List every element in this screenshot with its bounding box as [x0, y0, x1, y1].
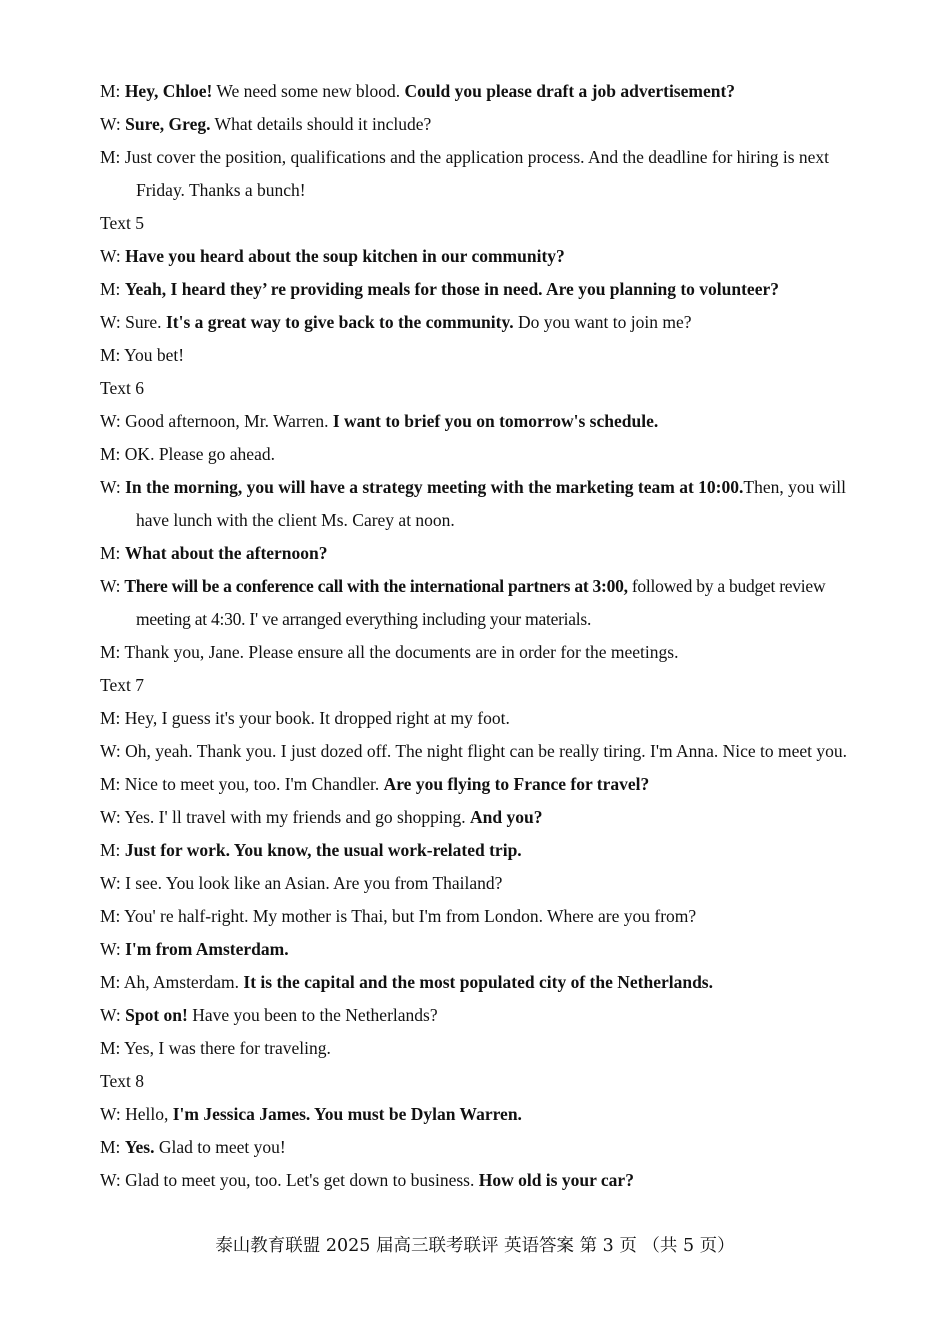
dialogue-line: M: Hey, I guess it's your book. It dropped right at my foot.: [100, 708, 510, 728]
dialogue-line: M: Hey, Chloe! We need some new blood. Could you please draft a job advertisement?: [100, 81, 736, 101]
dialogue-line: M: What about the afternoon?: [100, 543, 328, 563]
dialogue-line: M: Nice to meet you, too. I'm Chandler. Are you flying to France for travel?: [100, 774, 650, 794]
dialogue-line: M: You bet!: [100, 345, 185, 365]
dialogue-line: M: Yes. Glad to meet you!: [100, 1137, 286, 1157]
dialogue-line: M: Just for work. You know, the usual work-related trip.: [100, 840, 522, 860]
section-heading: Text 5: [100, 213, 144, 233]
dialogue-line: M: Yes, I was there for traveling.: [100, 1038, 331, 1058]
dialogue-line: M: You' re half-right. My mother is Thai, but I'm from London. Where are you from?: [100, 906, 697, 926]
dialogue-line: W: Sure. It's a great way to give back to the community. Do you want to join me?: [100, 312, 692, 332]
dialogue-line: W: Sure, Greg. What details should it include?: [100, 114, 432, 134]
dialogue-line: W: Oh, yeah. Thank you. I just dozed off. The night flight can be really tiring. I'm Anna. Nice to meet you.: [100, 741, 848, 761]
dialogue-line: W: Hello, I'm Jessica James. You must be Dylan Warren.: [100, 1104, 522, 1124]
dialogue-line: M: Ah, Amsterdam. It is the capital and the most populated city of the Netherlands.: [100, 972, 713, 992]
section-heading: Text 8: [100, 1071, 144, 1091]
dialogue-line: W: Good afternoon, Mr. Warren. I want to brief you on tomorrow's schedule.: [100, 411, 659, 431]
dialogue-line: W: Have you heard about the soup kitchen in our community?: [100, 246, 565, 266]
section-heading: Text 6: [100, 378, 144, 398]
dialogue-line: M: OK. Please go ahead.: [100, 444, 275, 464]
page-footer: 泰山教育联盟 2025 届高三联考联评 英语答案 第 3 页 （共 5 页）: [215, 1236, 735, 1256]
dialogue-line: M: Yeah, I heard they’ re providing meals for those in need. Are you planning to volunteer?: [100, 279, 779, 299]
dialogue-line: W: I'm from Amsterdam.: [100, 939, 289, 959]
dialogue-line: M: Thank you, Jane. Please ensure all the documents are in order for the meetings.: [100, 642, 679, 662]
dialogue-line: W: I see. You look like an Asian. Are you from Thailand?: [100, 873, 503, 893]
dialogue-line: W: Spot on! Have you been to the Netherlands?: [100, 1005, 438, 1025]
dialogue-line: M: Just cover the position, qualifications and the application process. And the deadline for hiring is next Friday. Thanks a bunch!: [100, 147, 830, 200]
dialogue-line: W: Yes. I' ll travel with my friends and go shopping. And you?: [100, 807, 543, 827]
dialogue-line: W: Glad to meet you, too. Let's get down to business. How old is your car?: [100, 1170, 634, 1190]
dialogue-line: W: In the morning, you will have a strategy meeting with the marketing team at 10:00.Then, you will have lunch with the client Ms. Carey at noon.: [100, 477, 846, 530]
dialogue-line: W: There will be a conference call with the international partners at 3:00, followed by a budget review meeting at 4:30. I' ve arranged everything including your materials.: [100, 576, 826, 629]
transcript-body: [100, 75, 860, 1197]
section-heading: Text 7: [100, 675, 144, 695]
